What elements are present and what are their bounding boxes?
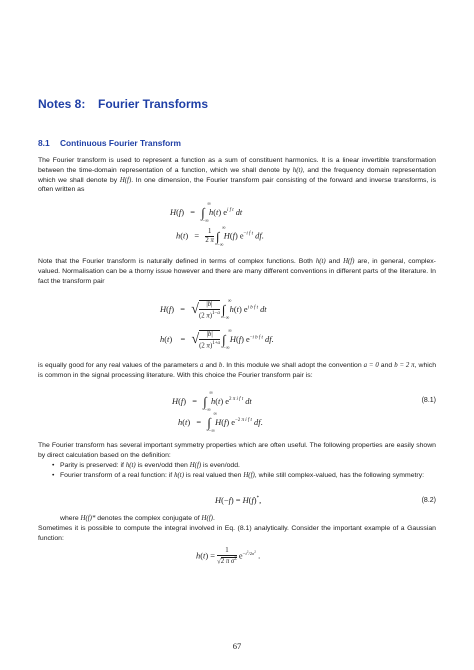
equation-forward: H(f) = ∫ ∞ −∞ h(t) $e^{i f t}$ dt bbox=[170, 202, 243, 224]
text-run: and bbox=[378, 362, 395, 369]
math-inline: H(f) bbox=[343, 258, 355, 265]
math-inline: H(f) bbox=[201, 515, 213, 522]
math-inline: b = 2 π bbox=[394, 362, 415, 369]
paragraph-complex bbox=[38, 257, 436, 286]
math-inline: h(t) bbox=[315, 258, 326, 265]
equation-inverse: h(t) = $\frac{1}{2 \pi}$ ∫ ∞ −∞ H(f) $e^{-i f t}$ df. bbox=[176, 225, 264, 248]
text-run: and bbox=[203, 362, 219, 369]
text-run: is even/odd. bbox=[201, 462, 240, 469]
equation-8-1-inverse: h(t) = ∫ ∞ −∞ H(f) $e^{-2 \pi i f t}$ df. bbox=[178, 412, 263, 434]
text-run: The Fourier transform is used to represent a function as a sum of constituent harmonics. It is a linear invertible transformation between the time-domain representation of a function, which we shall denote by bbox=[38, 157, 436, 174]
paragraph-intro bbox=[38, 156, 436, 195]
list-item-parity bbox=[52, 461, 436, 471]
text-run: and bbox=[325, 258, 344, 265]
text-run: denotes the complex conjugate of bbox=[95, 515, 202, 522]
equation-gaussian: h(t) = $\frac{1}{√2 \pi \sigma^2}$ $e^{-t^2/2\sigma^2}$ . bbox=[196, 547, 261, 566]
equation-general-forward: H(f) = √ $\frac{|b|}{(2 \pi)^{1-a}}$ ∫ ∞ −∞ h(t) $e^{i b f t}$ dt bbox=[160, 299, 267, 322]
equation-number: (8.1) bbox=[421, 397, 436, 404]
text-run: is equally good for any real values of the parameters bbox=[38, 362, 201, 369]
chapter-title bbox=[38, 97, 208, 111]
math-inline: H(f) bbox=[189, 462, 202, 469]
page-number: 67 bbox=[232, 641, 242, 651]
section-number: 8.1 bbox=[38, 138, 50, 148]
text-run: is real valued then bbox=[184, 472, 244, 479]
text-run: Parity is preserved: if bbox=[60, 462, 126, 469]
chapter-number: Notes 8: bbox=[38, 97, 86, 111]
text-run: Fourier transform of a real function: if bbox=[60, 472, 175, 479]
equation-8-2: H(−f) = H(f)*, bbox=[215, 496, 262, 505]
text-run: , while still complex-valued, has the following symmetry: bbox=[254, 472, 425, 479]
bullet-icon: • bbox=[52, 472, 55, 479]
math-inline: a = 0 bbox=[363, 362, 379, 369]
chapter-title-text: Fourier Transforms bbox=[98, 97, 209, 111]
paragraph-symmetry bbox=[38, 441, 436, 461]
text-run: . In this module we shall adopt the convention bbox=[222, 362, 364, 369]
math-inline: H(f)* bbox=[80, 515, 96, 522]
section-title bbox=[38, 138, 181, 148]
text-run: , and the frequency domain representation which we shall denote by bbox=[38, 166, 436, 184]
text-run: , which is common in the signal processing literature. With this choice the Fourier transform pair is: bbox=[38, 362, 437, 379]
equation-general-inverse: h(t) = √ $\frac{|b|}{(2 \pi)^{1+a}}$ ∫ ∞ −∞ H(f) $e^{-i b f t}$ df. bbox=[160, 329, 274, 352]
math-inline: h(t) bbox=[125, 462, 136, 469]
list-item-real-function bbox=[52, 471, 436, 481]
text-run: where bbox=[60, 515, 81, 522]
text-run: . bbox=[212, 515, 215, 522]
list-item-conjugate-note bbox=[60, 514, 436, 524]
math-inline: a bbox=[200, 362, 204, 369]
text-run: are, in general, complex-valued. Normalisation can be a thorny issue however and there are many different conventions in different parts of the literature. In fact the transform pair bbox=[38, 258, 436, 285]
section-title-text: Continuous Fourier Transform bbox=[60, 138, 181, 148]
paragraph-convention bbox=[38, 361, 436, 381]
math-inline: h(t) bbox=[174, 472, 184, 479]
text-run: The Fourier transform has several important symmetry properties which are often useful. The following properties are easily shown by direct calculation based on the definition: bbox=[38, 442, 436, 459]
paragraph-gaussian bbox=[38, 524, 436, 544]
bullet-icon: • bbox=[52, 462, 55, 469]
text-run: Note that the Fourier transform is naturally defined in terms of complex functions. Both bbox=[38, 258, 316, 265]
math-inline: H(f) bbox=[119, 176, 132, 184]
math-inline: H(f) bbox=[243, 472, 255, 479]
text-run: is even/odd then bbox=[135, 462, 190, 469]
math-inline: h(t) bbox=[292, 166, 303, 174]
text-run: Sometimes it is possible to compute the integral involved in Eq. (8.1) analytically. Consider the important example of a Gaussian function: bbox=[38, 525, 436, 542]
equation-number: (8.2) bbox=[421, 497, 436, 504]
math-inline: b bbox=[218, 362, 223, 369]
text-run: . In one dimension, the Fourier transform pair consisting of the forward and inverse transforms, is often written as bbox=[38, 176, 436, 194]
equation-8-1-forward: H(f) = ∫ ∞ −∞ h(t) $e^{2 \pi i f t}$ dt bbox=[172, 391, 252, 413]
